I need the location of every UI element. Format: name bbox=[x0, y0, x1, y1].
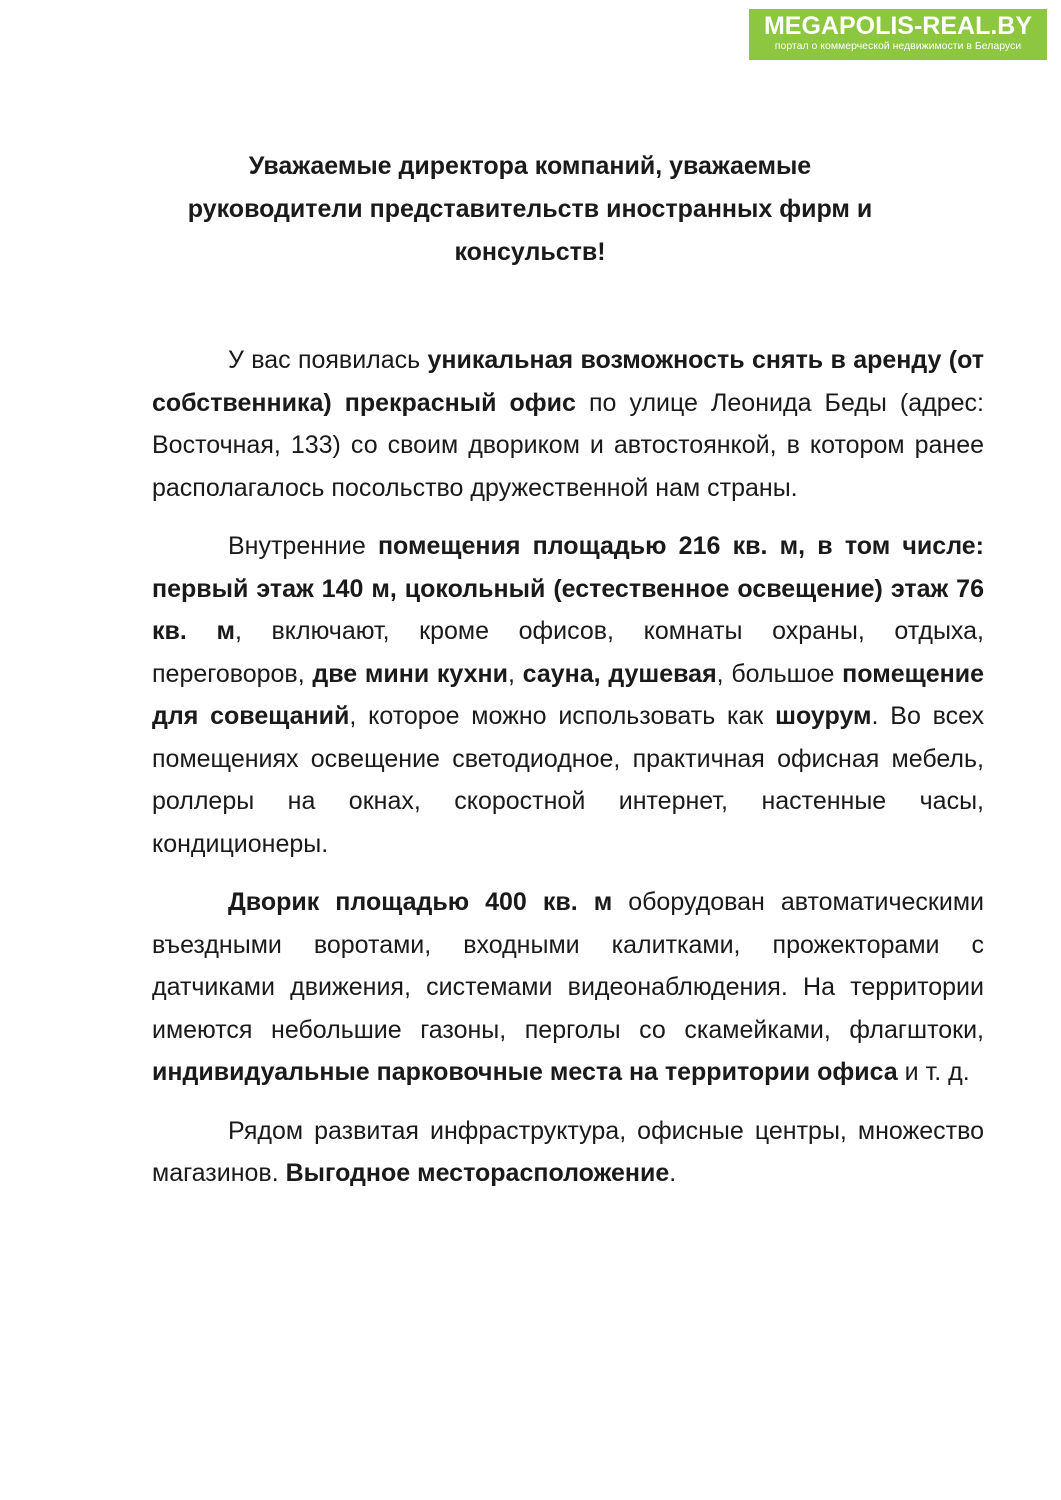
paragraph-premises bbox=[152, 525, 984, 865]
text-segment: У вас появилась bbox=[228, 346, 428, 374]
text-segment: оборудован автоматическими въездными воротами, входными калитками, прожекторами с датчиками движения, системами видеонаблюдения. На территории имеются небольшие газоны, перголы со скамейками, флагштоки, bbox=[152, 888, 984, 1044]
bold-segment: Дворик площадью 400 кв. м bbox=[228, 888, 613, 916]
title-line-2: руководители представительств иностранных фирм и bbox=[187, 195, 873, 223]
text-segment: , большое bbox=[716, 659, 843, 688]
text-segment: и т. д. bbox=[897, 1058, 970, 1086]
paragraph-courtyard bbox=[152, 881, 984, 1094]
text-segment: . Во всех помещениях освещение светодиодное, практичная офисная мебель, роллеры на окнах, скоростной интернет, настенные часы, кондиционеры. bbox=[152, 702, 985, 858]
title-line-1: Уважаемые директора компаний, уважаемые bbox=[248, 152, 812, 180]
paragraph-office-offer bbox=[152, 339, 984, 509]
text-segment: , которое можно использовать как bbox=[349, 702, 776, 730]
paragraph-infrastructure bbox=[152, 1110, 984, 1195]
letter-body bbox=[152, 339, 984, 1211]
text-segment: Рядом развитая инфраструктура, офисные центры, множество магазинов. bbox=[152, 1116, 984, 1187]
text-segment: Внутренние bbox=[228, 532, 378, 560]
brand-logo[interactable] bbox=[749, 9, 1047, 60]
text-segment: , bbox=[508, 659, 523, 688]
letter-greeting-title bbox=[150, 145, 910, 274]
bold-segment: индивидуальные парковочные места на территории офиса bbox=[152, 1058, 898, 1086]
bold-segment: помещения площадью 216 кв. м, в том числе: первый этаж 140 м, цокольный (естественное освещение) этаж 76 кв. м bbox=[152, 532, 984, 645]
bold-segment: сауна, душевая bbox=[522, 659, 717, 688]
bold-segment: уникальная возможность снять в аренду (от собственника) прекрасный офис bbox=[152, 346, 984, 417]
bold-segment: Выгодное месторасположение bbox=[285, 1159, 670, 1187]
title-line-3: консульств! bbox=[454, 238, 606, 266]
brand-tagline: портал о коммерческой недвижимости в Беларуси bbox=[774, 40, 1022, 52]
brand-name: MEGAPOLIS-REAL.BY bbox=[763, 12, 1033, 40]
text-segment: по улице Леонида Беды (адрес: Восточная, 133) со своим двориком и автостоянкой, в котором ранее располагалось посольство дружественной нам страны. bbox=[152, 388, 984, 502]
text-segment: . bbox=[669, 1159, 677, 1187]
bold-segment: две мини кухни bbox=[312, 659, 508, 688]
text-segment: , включают, кроме офисов, комнаты охраны, отдыха, переговоров, bbox=[152, 617, 984, 688]
bold-segment: помещение для совещаний bbox=[152, 659, 984, 730]
bold-segment: шоурум bbox=[775, 702, 872, 730]
